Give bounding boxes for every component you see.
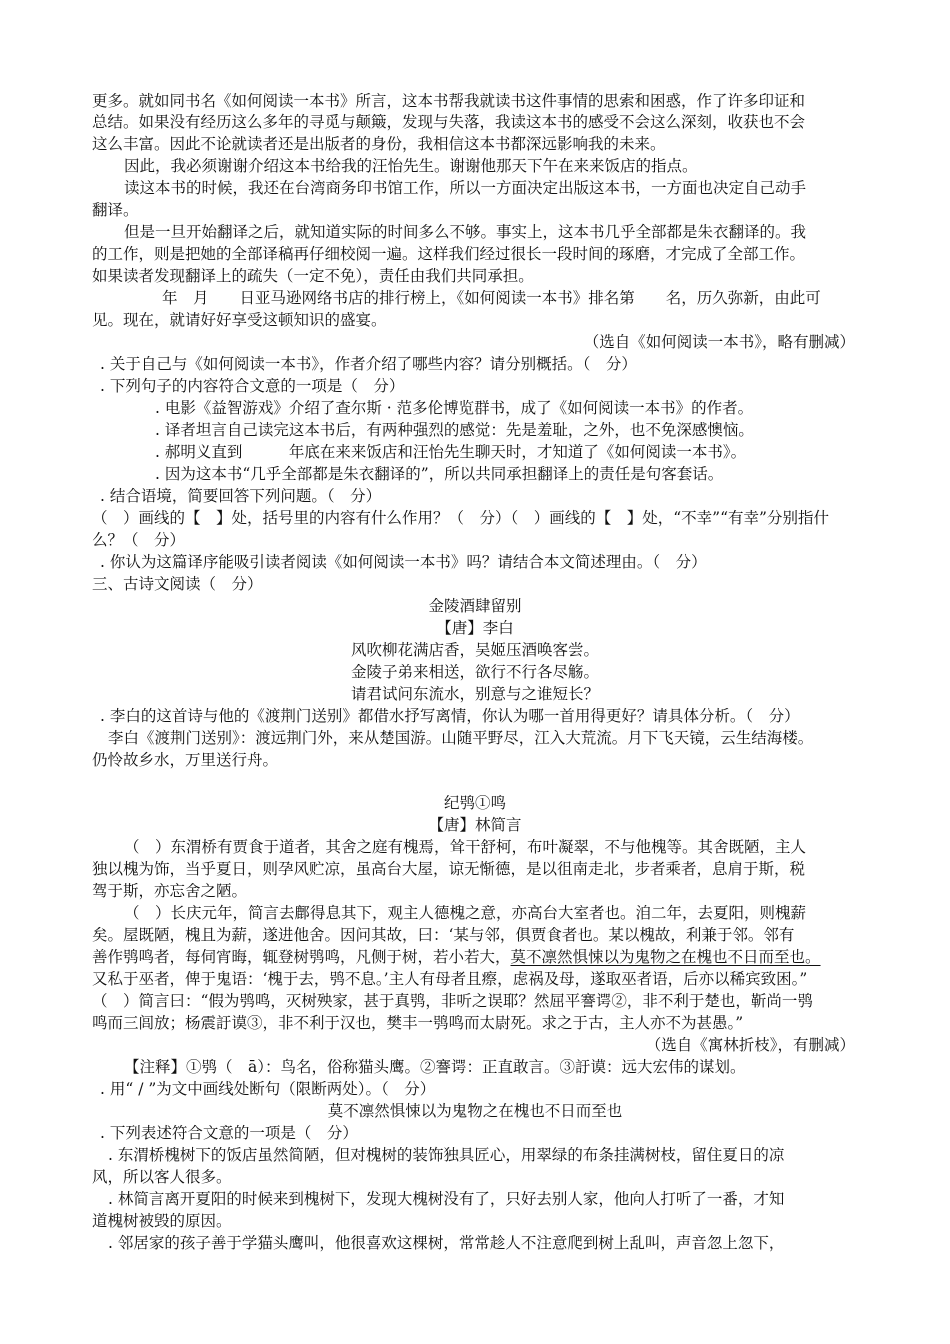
poem-author: 【唐】李白	[436, 619, 514, 637]
source-citation: （选自《如何阅读一本书》，略有删减）	[583, 333, 855, 351]
option-c: . 邻居家的孩子善于学猫头鹰叫，他很喜欢这棵树，常常趁人不注意爬到树上乱叫，声音忽上忽下，	[108, 1234, 785, 1252]
text-line: 风，所以客人很多。	[92, 1168, 232, 1186]
text-line: （ ）简言曰：“假为鸮鸣，灭树殃家，甚于真鸮，非听之误耶？然屈平謇谔②，非不利于楚也，靳尚一鸮	[92, 992, 813, 1010]
text-line: 的工作，则是把她的全部译稿再仔细校阅一遍。这样我们经过很长一段时间的琢磨，才完成了全部工作。	[92, 245, 806, 263]
text-line: （ ）长庆元年，简言去鄜得息其下，观主人德槐之意，亦高台大室者也。洎二年，去夏阳，则槐薪	[124, 904, 807, 922]
poem-line: 请君试问东流水，别意与之谁短长？	[350, 685, 599, 703]
poem-title: 金陵酒肆留别	[428, 597, 522, 615]
question-item: . 下列表述符合文意的一项是（ 分）	[100, 1124, 358, 1142]
text-line: 如果读者发现翻译上的疏失（一定不免），责任由我们共同承担。	[92, 267, 534, 285]
text-line: 总结。如果没有经历这么多年的寻觅与颠簸，发现与失落，我读这本书的感受不会这么深刻，收获也不会	[92, 113, 806, 131]
option-c: . 郝明义直到 年底在来来饭店和汪怡先生聊天时，才知道了《如何阅读一本书》。	[155, 443, 747, 461]
text-line: 矣。屋既陋，槐且为薪，遂进他舍。因问其故，曰：‘某与邻，俱贾食者也。某以槐故，利兼于邻。邻有	[92, 926, 795, 944]
option-a: . 东渭桥槐树下的饭店虽然简陋，但对槐树的装饰独具匠心，用翠绿的布条挂满树枝，留住夏日的凉	[108, 1146, 785, 1164]
text-line	[92, 947, 858, 968]
underlined-sentence: 莫不凛然惧悚以为鬼物之在槐也不日而至也。	[510, 948, 821, 966]
question-item: . 用“ / ”为文中画线处断句（限断两处）。（ 分）	[100, 1080, 436, 1098]
text-line: 仍怜故乡水，万里送行舟。	[92, 751, 279, 769]
source-citation: （选自《寓林折枝》，有删减）	[645, 1036, 855, 1054]
question-item: . 你认为这篇译序能吸引读者阅读《如何阅读一本书》吗？请结合本文简述理由。（ 分）	[100, 553, 707, 571]
sentence-to-punctuate: 莫不凛然惧悚以为鬼物之在槐也不日而至也	[327, 1102, 623, 1120]
text-line: 李白《渡荆门送别》：渡远荆门外，来从楚国游。山随平野尽，江入大荒流。月下飞天镜，云生结海楼。	[108, 729, 814, 747]
text-line: 独以槐为饰，当乎夏日，则孕风贮凉，虽高台大屋，谅无惭德，是以徂南走北，步者乘者，息肩于斯，税	[92, 860, 806, 878]
text-line: 年 月 日亚马逊网络书店的排行榜上，《如何阅读一本书》排名第 名，历久弥新，由此可	[162, 289, 821, 307]
text-line: 么？（ 分）	[92, 531, 186, 549]
text-line: 这么丰富。因此不论就读者还是出版者的身份，我相信这本书都深远影响我的未来。	[92, 135, 666, 153]
essay-author: 【唐】林简言	[428, 816, 522, 834]
text-line: 因此，我必须谢谢介绍这本书给我的汪怡先生。谢谢他那天下午在来来饭店的指点。	[124, 157, 698, 175]
poem-line: 风吹柳花满店香，吴姬压酒唤客尝。	[350, 641, 599, 659]
text-line: （ ）东渭桥有贾食于道者，其舍之庭有槐焉，耸干舒柯，布叶凝翠，不与他槐等。其舍既陋，主人	[124, 838, 807, 856]
option-a: . 电影《益智游戏》介绍了查尔斯 · 范多伦博览群书，成了《如何阅读一本书》的作者。	[155, 399, 754, 417]
text-line: 见。现在，就请好好享受这顿知识的盛宴。	[92, 311, 387, 329]
option-d: . 因为这本书“几乎全部都是朱衣翻译的”，所以共同承担翻译上的责任是句客套话。	[155, 465, 724, 483]
option-b: . 林简言离开夏阳的时候来到槐树下，发现大槐树没有了，只好去别人家，他向人打听了一番，才知	[108, 1190, 785, 1208]
annotation-note: 【注释】①鸮（ ā）：鸟名，俗称猫头鹰。②謇谔：正直敢言。③訏谟：远大宏伟的谋划。	[124, 1058, 746, 1076]
text-line: 更多。就如同书名《如何阅读一本书》所言，这本书帮我就读书这件事情的思索和困惑，作了许多印证和	[92, 92, 806, 110]
question-item: . 下列句子的内容符合文意的一项是（ 分）	[100, 377, 405, 395]
text-line: （ ）画线的【 】处，括号里的内容有什么作用？（ 分）（ ）画线的【 】处，“不幸”“有幸”分别指什	[92, 509, 829, 527]
text-segment: 善作鸮鸣者，每伺宵晦，辄登树鸮鸣，凡侧于树，若小若大，	[92, 948, 511, 966]
text-line: 翻译。	[92, 201, 139, 219]
text-line: 道槐树被毁的原因。	[92, 1212, 232, 1230]
text-line: 但是一旦开始翻译之后，就知道实际的时间多么不够。事实上，这本书几乎全部都是朱衣翻译的。我	[124, 223, 807, 241]
text-line: 驾于斯，亦忘舍之陋。	[92, 882, 248, 900]
option-b: . 译者坦言自己读完这本书后，有两种强烈的感觉：先是羞耻，之外，也不免深感懊恼。	[155, 421, 754, 439]
essay-title: 纪鸮①鸣	[443, 794, 506, 812]
section-heading: 三、古诗文阅读（ 分）	[92, 575, 263, 593]
question-item: . 结合语境，简要回答下列问题。（ 分）	[100, 487, 382, 505]
text-line: 又私于巫者，俾于鬼语：‘槐于去，鸮不息。’主人有母者且瘵，虑祸及母，遂取巫者语，后亦以稀宾致困。”	[92, 970, 808, 988]
question-item: . 关于自己与《如何阅读一本书》，作者介绍了哪些内容？请分别概括。（ 分）	[100, 355, 637, 373]
question-item: . 李白的这首诗与他的《渡荆门送别》都借水抒写离情，你认为哪一首用得更好？请具体分析。（ 分）	[100, 707, 800, 725]
poem-line: 金陵子弟来相送，欲行不行各尽觞。	[350, 663, 599, 681]
text-line: 读这本书的时候，我还在台湾商务印书馆工作，所以一方面决定出版这本书，一方面也决定自己动手	[124, 179, 807, 197]
text-line: 鸣而三闾放；杨震訏谟③，非不利于汉也，樊丰一鸮鸣而太尉死。求之于古，主人亦不为甚愚。”	[92, 1014, 744, 1032]
